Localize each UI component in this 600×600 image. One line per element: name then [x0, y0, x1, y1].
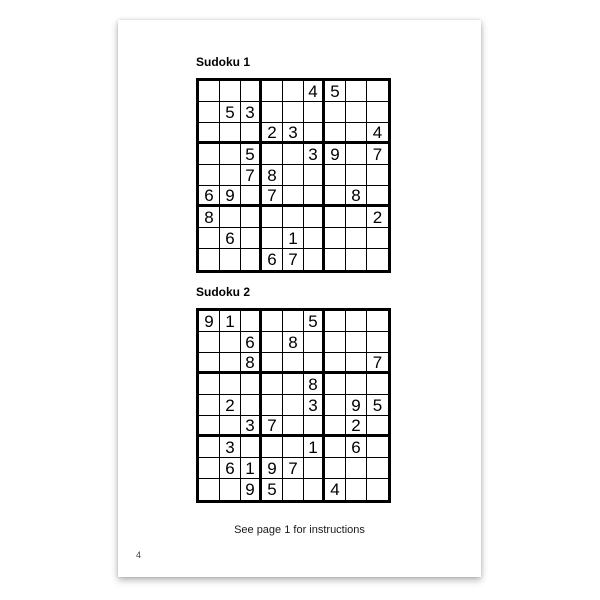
sudoku-cell — [367, 374, 388, 395]
sudoku-cell — [283, 311, 304, 332]
sudoku-cell: 5 — [304, 311, 325, 332]
sudoku-cell — [220, 374, 241, 395]
sudoku-cell — [346, 479, 367, 500]
sudoku-cell: 5 — [220, 102, 241, 123]
footer-note: See page 1 for instructions — [234, 524, 365, 536]
sudoku-cell: 3 — [241, 416, 262, 437]
puzzle-title-2: Sudoku 2 — [196, 285, 251, 299]
sudoku-cell — [220, 81, 241, 102]
sudoku-cell — [367, 249, 388, 270]
sudoku-cell — [199, 479, 220, 500]
sudoku-cell — [262, 437, 283, 458]
sudoku-cell — [367, 186, 388, 207]
sudoku-cell — [325, 353, 346, 374]
sudoku-cell — [304, 207, 325, 228]
sudoku-cell: 6 — [220, 458, 241, 479]
sudoku-cell — [220, 144, 241, 165]
sudoku-cell — [199, 353, 220, 374]
sudoku-grid-2 — [196, 308, 391, 503]
sudoku-cell — [304, 186, 325, 207]
sudoku-cell — [304, 353, 325, 374]
sudoku-cell — [325, 395, 346, 416]
sudoku-cell: 2 — [367, 207, 388, 228]
sudoku-cell: 9 — [262, 458, 283, 479]
sudoku-cell — [241, 81, 262, 102]
sudoku-cell — [304, 416, 325, 437]
sudoku-cell: 5 — [367, 395, 388, 416]
sudoku-cell — [304, 123, 325, 144]
sudoku-cell — [325, 186, 346, 207]
sudoku-cell — [199, 437, 220, 458]
sudoku-cell — [325, 228, 346, 249]
sudoku-cell — [346, 123, 367, 144]
sudoku-cell — [199, 144, 220, 165]
sudoku-cell — [199, 123, 220, 144]
sudoku-cell — [325, 102, 346, 123]
document-page — [118, 20, 481, 577]
sudoku-cell — [346, 353, 367, 374]
sudoku-cell — [283, 102, 304, 123]
sudoku-cell — [325, 458, 346, 479]
sudoku-cell — [220, 332, 241, 353]
sudoku-cell — [283, 437, 304, 458]
puzzle-section-1 — [196, 55, 391, 273]
sudoku-cell — [367, 81, 388, 102]
sudoku-cell — [346, 311, 367, 332]
sudoku-cell — [241, 374, 262, 395]
sudoku-cell — [325, 249, 346, 270]
sudoku-cell — [241, 249, 262, 270]
sudoku-cell: 4 — [325, 479, 346, 500]
sudoku-cell: 9 — [199, 311, 220, 332]
sudoku-cell — [262, 374, 283, 395]
puzzle-title-1: Sudoku 1 — [196, 55, 251, 69]
sudoku-cell — [199, 395, 220, 416]
sudoku-cell: 7 — [262, 186, 283, 207]
sudoku-cell — [304, 249, 325, 270]
sudoku-cell — [283, 165, 304, 186]
sudoku-cell — [283, 395, 304, 416]
sudoku-cell — [367, 228, 388, 249]
sudoku-cell — [346, 144, 367, 165]
sudoku-cell: 7 — [367, 144, 388, 165]
sudoku-cell — [367, 311, 388, 332]
sudoku-cell — [220, 249, 241, 270]
sudoku-cell — [304, 458, 325, 479]
sudoku-cell — [241, 395, 262, 416]
sudoku-cell: 4 — [367, 123, 388, 144]
sudoku-cell — [325, 416, 346, 437]
sudoku-cell: 1 — [220, 311, 241, 332]
sudoku-cell — [262, 332, 283, 353]
sudoku-cell — [220, 123, 241, 144]
sudoku-cell — [262, 102, 283, 123]
sudoku-cell: 1 — [283, 228, 304, 249]
sudoku-cell — [262, 395, 283, 416]
sudoku-cell: 7 — [283, 249, 304, 270]
sudoku-cell — [283, 479, 304, 500]
sudoku-cell — [220, 207, 241, 228]
sudoku-cell — [304, 102, 325, 123]
sudoku-cell — [304, 479, 325, 500]
sudoku-cell — [199, 458, 220, 479]
sudoku-cell — [220, 353, 241, 374]
sudoku-cell: 7 — [367, 353, 388, 374]
sudoku-cell: 5 — [325, 81, 346, 102]
sudoku-cell — [346, 374, 367, 395]
sudoku-cell — [199, 102, 220, 123]
sudoku-cell — [325, 437, 346, 458]
sudoku-cell: 7 — [262, 416, 283, 437]
sudoku-cell — [262, 353, 283, 374]
sudoku-cell — [241, 207, 262, 228]
sudoku-cell — [367, 165, 388, 186]
sudoku-cell: 1 — [304, 437, 325, 458]
sudoku-cell: 6 — [346, 437, 367, 458]
sudoku-cell — [262, 207, 283, 228]
sudoku-cell — [346, 207, 367, 228]
sudoku-cell: 8 — [304, 374, 325, 395]
sudoku-cell — [283, 416, 304, 437]
sudoku-cell — [283, 207, 304, 228]
sudoku-cell — [220, 165, 241, 186]
sudoku-cell — [283, 144, 304, 165]
sudoku-cell: 4 — [304, 81, 325, 102]
sudoku-cell — [241, 437, 262, 458]
sudoku-cell: 6 — [220, 228, 241, 249]
sudoku-cell — [367, 102, 388, 123]
sudoku-cell: 3 — [241, 102, 262, 123]
sudoku-cell — [367, 332, 388, 353]
sudoku-cell: 8 — [241, 353, 262, 374]
sudoku-cell — [199, 165, 220, 186]
sudoku-cell — [262, 311, 283, 332]
sudoku-cell: 8 — [262, 165, 283, 186]
sudoku-cell: 5 — [241, 144, 262, 165]
sudoku-cell — [346, 458, 367, 479]
sudoku-cell — [367, 458, 388, 479]
sudoku-cell: 2 — [220, 395, 241, 416]
sudoku-cell: 9 — [346, 395, 367, 416]
sudoku-cell: 3 — [304, 144, 325, 165]
sudoku-cell: 6 — [262, 249, 283, 270]
sudoku-cell — [346, 332, 367, 353]
sudoku-cell — [367, 437, 388, 458]
sudoku-cell — [241, 311, 262, 332]
sudoku-cell — [262, 81, 283, 102]
sudoku-cell — [283, 186, 304, 207]
sudoku-cell — [304, 228, 325, 249]
sudoku-cell — [325, 332, 346, 353]
sudoku-cell — [325, 311, 346, 332]
sudoku-cell — [199, 249, 220, 270]
sudoku-cell — [241, 228, 262, 249]
sudoku-cell — [199, 81, 220, 102]
sudoku-cell — [304, 332, 325, 353]
page-number: 4 — [136, 550, 142, 560]
sudoku-grid-1 — [196, 78, 391, 273]
sudoku-cell — [262, 228, 283, 249]
sudoku-cell — [241, 186, 262, 207]
sudoku-cell: 7 — [241, 165, 262, 186]
sudoku-cell — [346, 249, 367, 270]
sudoku-cell: 2 — [262, 123, 283, 144]
sudoku-cell — [283, 81, 304, 102]
sudoku-cell: 9 — [325, 144, 346, 165]
sudoku-cell: 6 — [241, 332, 262, 353]
sudoku-cell — [325, 207, 346, 228]
sudoku-cell — [346, 81, 367, 102]
sudoku-cell: 3 — [304, 395, 325, 416]
sudoku-cell — [283, 353, 304, 374]
sudoku-cell — [262, 144, 283, 165]
sudoku-cell: 8 — [346, 186, 367, 207]
sudoku-cell — [199, 332, 220, 353]
puzzle-section-2 — [196, 285, 391, 503]
sudoku-cell: 6 — [199, 186, 220, 207]
sudoku-cell — [325, 374, 346, 395]
sudoku-cell — [220, 416, 241, 437]
sudoku-cell: 2 — [346, 416, 367, 437]
sudoku-cell — [346, 102, 367, 123]
sudoku-cell: 7 — [283, 458, 304, 479]
sudoku-cell — [199, 228, 220, 249]
sudoku-cell — [283, 374, 304, 395]
sudoku-cell — [325, 123, 346, 144]
sudoku-cell: 9 — [220, 186, 241, 207]
sudoku-cell — [199, 416, 220, 437]
sudoku-cell: 8 — [283, 332, 304, 353]
sudoku-cell — [367, 479, 388, 500]
sudoku-cell — [325, 165, 346, 186]
sudoku-cell — [346, 228, 367, 249]
sudoku-cell — [241, 123, 262, 144]
sudoku-cell: 9 — [241, 479, 262, 500]
sudoku-cell — [304, 165, 325, 186]
sudoku-cell — [220, 479, 241, 500]
sudoku-cell: 1 — [241, 458, 262, 479]
sudoku-cell: 3 — [283, 123, 304, 144]
sudoku-cell — [199, 374, 220, 395]
sudoku-cell: 3 — [220, 437, 241, 458]
sudoku-cell: 5 — [262, 479, 283, 500]
sudoku-cell — [346, 165, 367, 186]
sudoku-cell — [367, 416, 388, 437]
sudoku-cell: 8 — [199, 207, 220, 228]
